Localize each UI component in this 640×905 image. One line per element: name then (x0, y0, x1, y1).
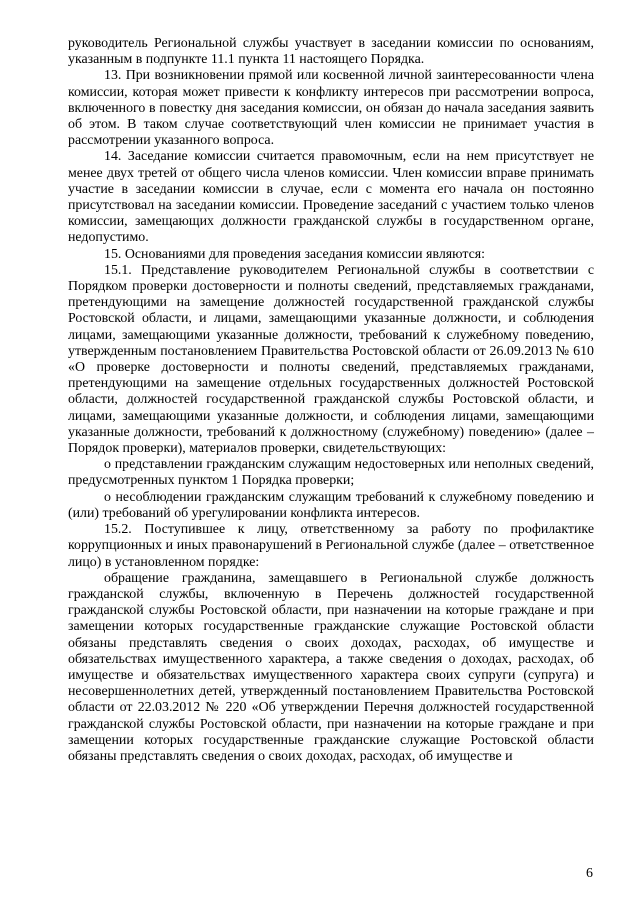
paragraph-continuation: руководитель Региональной службы участвует в заседании комиссии по основаниям, указанным в подпункте 11.1 пункта 11 настоящего Порядка. (68, 36, 594, 68)
paragraph-15-1-item-1: о представлении гражданским служащим недостоверных или неполных сведений, предусмотренных пунктом 1 Порядка проверки; (68, 457, 594, 489)
paragraph-15-2: 15.2. Поступившее к лицу, ответственному за работу по профилактике коррупционных и иных правонарушений в Региональной службе (далее – ответственное лицо) в установленном порядке: (68, 522, 594, 570)
paragraph-13: 13. При возникновении прямой или косвенной личной заинтересованности члена комиссии, которая может привести к конфликту интересов при рассмотрении вопроса, включенного в повестку дня заседания комиссии, он обязан до начала заседания заявить об этом. В таком случае соответствующий член комиссии не принимает участия в рассмотрении указанного вопроса. (68, 68, 594, 149)
paragraph-15-2-item-1: обращение гражданина, замещавшего в Региональной службе должность гражданской службы, включенную в Перечень должностей государственной гражданской службы Ростовской области, при назначении на которые граждане и при замещении которых государственные гражданские служащие Ростовской области обязаны представлять сведения о своих доходах, расходах, об имуществе и обязательствах имущественного характера, а также сведения о доходах, расходах, об имуществе и обязательствах имущественного характера своих супруги (супруга) и несовершеннолетних детей, утвержденный постановлением Правительства Ростовской области от 22.03.2012 № 220 «Об утверждении Перечня должностей государственной гражданской службы Ростовской области, при назначении на которые граждане и при замещении которых государственные гражданские служащие Ростовской области обязаны представлять сведения о своих доходах, расходах, об имуществе и (68, 570, 594, 764)
page-number: 6 (586, 866, 593, 881)
paragraph-15: 15. Основаниями для проведения заседания комиссии являются: (104, 246, 485, 262)
paragraph-15-1: 15.1. Представление руководителем Региональной службы в соответствии с Порядком проверки достоверности и полноты сведений, представляемых гражданами, претендующими на замещение должностей государственной гражданской службы Ростовской области, и лицами, замещающими указанные должности, и соблюдения лицами, замещающими указанные должности, требований к служебному поведению, утвержденным постановлением Правительства Ростовской области от 26.09.2013 № 610 «О проверке достоверности и полноты сведений, представляемых гражданами, претендующими на замещение отдельных государственных должностей Ростовской области, должностей государственной гражданской службы Ростовской области, и лицами, замещающими указанные должности, и соблюдения лицами, замещающими указанные должности, требований к должностному (служебному) поведению» (далее – Порядок проверки), материалов проверки, свидетельствующих: (68, 262, 594, 457)
paragraph-14: 14. Заседание комиссии считается правомочным, если на нем присутствует не менее двух третей от общего числа членов комиссии. Член комиссии вправе принимать участие в заседании комиссии в случае, если с момента его начала он постоянно присутствовал на заседании комиссии. Проведение заседаний с участием только членов комиссии, замещающих должности гражданской службы в государственном органе, недопустимо. (68, 149, 594, 246)
paragraph-15-1-item-2: о несоблюдении гражданским служащим требований к служебному поведению и (или) требований об урегулировании конфликта интересов. (68, 489, 594, 521)
document-body (68, 36, 594, 765)
